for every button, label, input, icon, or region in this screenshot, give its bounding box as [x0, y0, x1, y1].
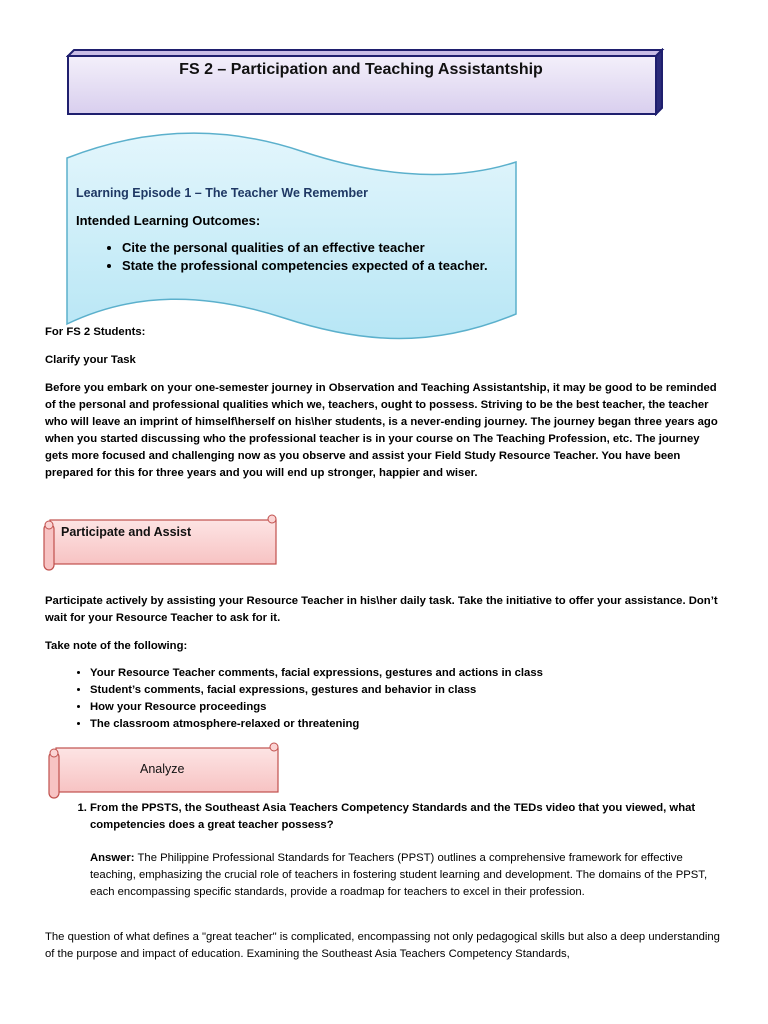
- participate-paragraph: Participate actively by assisting your Resource Teacher in his\her daily task. Take the initiative to offer your assistance. Don’t wait for your Resource Teacher to ask for it.: [45, 595, 718, 624]
- analyze-banner-label: Analyze: [140, 762, 185, 776]
- title-box: [66, 48, 666, 116]
- participate-banner: [40, 514, 280, 572]
- outcomes-heading: Intended Learning Outcomes:: [76, 213, 261, 228]
- list-item: • Student’s comments, facial expressions, gestures and behavior in class: [90, 682, 721, 699]
- title-box-shape: [66, 48, 666, 116]
- list-item: • How your Resource proceedings: [90, 699, 721, 716]
- question-list: [45, 800, 721, 834]
- clarify-task-label: Clarify your Task: [45, 354, 136, 366]
- learning-episode-banner: [64, 132, 520, 344]
- list-item: • The classroom atmosphere-relaxed or threatening: [90, 716, 721, 733]
- episode-title: Learning Episode 1 – The Teacher We Remember: [76, 186, 368, 200]
- scroll-shape: [40, 514, 280, 572]
- take-note-heading: Take note of the following:: [45, 640, 188, 652]
- list-item: • Your Resource Teacher comments, facial expressions, gestures and actions in class: [90, 665, 721, 682]
- for-students-label: For FS 2 Students:: [45, 326, 146, 338]
- answer-paragraph: [90, 850, 710, 901]
- outcome-item: • Cite the personal qualities of an effective teacher: [122, 240, 516, 255]
- note-list: [45, 665, 721, 733]
- closing-paragraph: The question of what defines a "great teacher" is complicated, encompassing not only pedagogical skills but also a deep understanding of the purpose and impact of education. Examining the Southeast Asia Teachers Competency Standards,: [45, 931, 720, 960]
- question-item: 1. From the PPSTS, the Southeast Asia Teachers Competency Standards and the TEDs video that you viewed, what competencies does a great teacher possess?: [90, 800, 721, 834]
- page-title: FS 2 – Participation and Teaching Assistantship: [179, 61, 543, 78]
- outcomes-list: [76, 240, 516, 273]
- intro-paragraph: Before you embark on your one-semester journey in Observation and Teaching Assistantship, it may be good to be reminded of the personal and professional qualities which we, teachers, ought to possess. Striving to be the best teacher, the teacher who will leave an imprint of himself\herself on his\her students, is a never-ending journey. The journey began three years ago when you started discussing who the professional teacher is in your course on The Teaching Profession, etc. The journey gets more focused and challenging now as you observe and assist your Field Study Resource Teacher. You have been prepared for this for three years and you will end up stronger, happier and wiser.: [45, 382, 718, 479]
- outcome-item: • State the professional competencies expected of a teacher.: [122, 258, 516, 273]
- answer-label: Answer:: [90, 852, 135, 864]
- answer-text: The Philippine Professional Standards for Teachers (PPST) outlines a comprehensive framework for effective teaching, emphasizing the crucial role of teachers in fostering student learning and development. The domains of the PPST, each encompassing specific standards, provide a roadmap for teachers to excel in their profession.: [90, 852, 708, 898]
- participate-banner-label: Participate and Assist: [61, 525, 192, 539]
- analyze-banner: [44, 740, 284, 800]
